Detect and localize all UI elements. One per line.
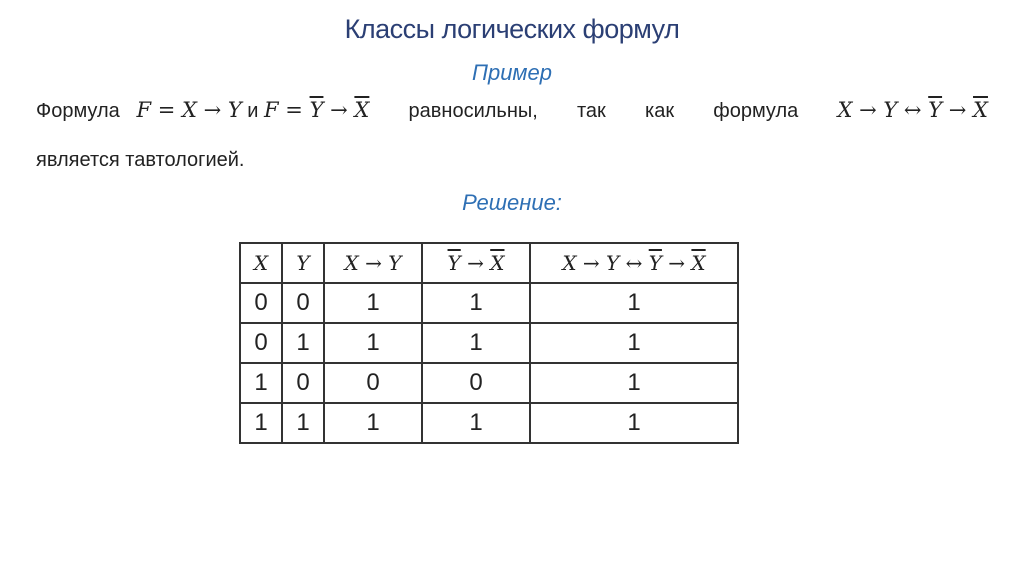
- table-row: [240, 363, 738, 403]
- cell-equivalence: 1: [530, 403, 738, 443]
- word-since: так: [577, 100, 606, 122]
- header-equiv-arrow: →: [661, 251, 692, 275]
- table-row: [240, 403, 738, 443]
- cell-x: 0: [240, 283, 282, 323]
- header-contrapositive: [422, 243, 530, 283]
- cell-y: 1: [282, 323, 324, 363]
- formula-3-arrow: →: [942, 98, 974, 122]
- example-heading: Пример: [472, 60, 552, 85]
- cell-equivalence: 1: [530, 323, 738, 363]
- statement-line-1: [36, 96, 988, 125]
- header-not-y: $\overline{Y}$: [447, 251, 461, 275]
- header-equiv-head: X → Y ↔: [562, 251, 649, 275]
- formula-3-not-x: $\overline{X}$: [973, 98, 988, 122]
- header-implication: X → Y: [324, 243, 422, 283]
- formula-2: [264, 98, 369, 122]
- cell-contrapositive: 1: [422, 323, 530, 363]
- word-formula-2: формула: [713, 100, 799, 122]
- word-as: как: [645, 100, 675, 122]
- table-row: [240, 283, 738, 323]
- cell-equivalence: 1: [530, 363, 738, 403]
- formula-3: [837, 96, 988, 124]
- header-equivalence: [530, 243, 738, 283]
- solution-heading: Решение:: [462, 190, 562, 215]
- cell-implication: 1: [324, 403, 422, 443]
- slide-title: Классы логических формул: [344, 14, 680, 44]
- conjunction-and: и: [247, 100, 259, 122]
- word-formula: Формула: [36, 100, 120, 122]
- header-equiv-not-x: $\overline{X}$: [691, 251, 706, 275]
- statement-line-2: является тавтологией.: [36, 149, 245, 171]
- cell-y: 1: [282, 403, 324, 443]
- cell-x: 1: [240, 403, 282, 443]
- formula-2-arrow: →: [323, 98, 355, 122]
- header-not-x: $\overline{X}$: [490, 251, 505, 275]
- cell-equivalence: 1: [530, 283, 738, 323]
- header-equiv-not-y: $\overline{Y}$: [648, 251, 662, 275]
- word-equivalent: равносильны,: [408, 100, 538, 122]
- cell-x: 0: [240, 323, 282, 363]
- cell-implication: 0: [324, 363, 422, 403]
- header-x: X: [240, 243, 282, 283]
- cell-contrapositive: 1: [422, 283, 530, 323]
- cell-y: 0: [282, 283, 324, 323]
- cell-implication: 1: [324, 323, 422, 363]
- cell-implication: 1: [324, 283, 422, 323]
- truth-table: [239, 242, 739, 444]
- formula-2-not-x: $\overline{X}$: [354, 98, 370, 122]
- header-contra-arrow: →: [460, 251, 491, 275]
- table-header-row: [240, 243, 738, 283]
- formula-2-not-y: $\overline{Y}$: [309, 98, 324, 122]
- formula-1: F = X → Y: [136, 98, 242, 122]
- table-row: [240, 323, 738, 363]
- cell-y: 0: [282, 363, 324, 403]
- cell-contrapositive: 0: [422, 363, 530, 403]
- cell-contrapositive: 1: [422, 403, 530, 443]
- statement-lead: [36, 96, 369, 125]
- cell-x: 1: [240, 363, 282, 403]
- formula-2-lhs: F =: [264, 98, 310, 122]
- formula-3-head: X → Y ↔: [837, 98, 929, 122]
- header-y: Y: [282, 243, 324, 283]
- formula-3-not-y: $\overline{Y}$: [928, 98, 943, 122]
